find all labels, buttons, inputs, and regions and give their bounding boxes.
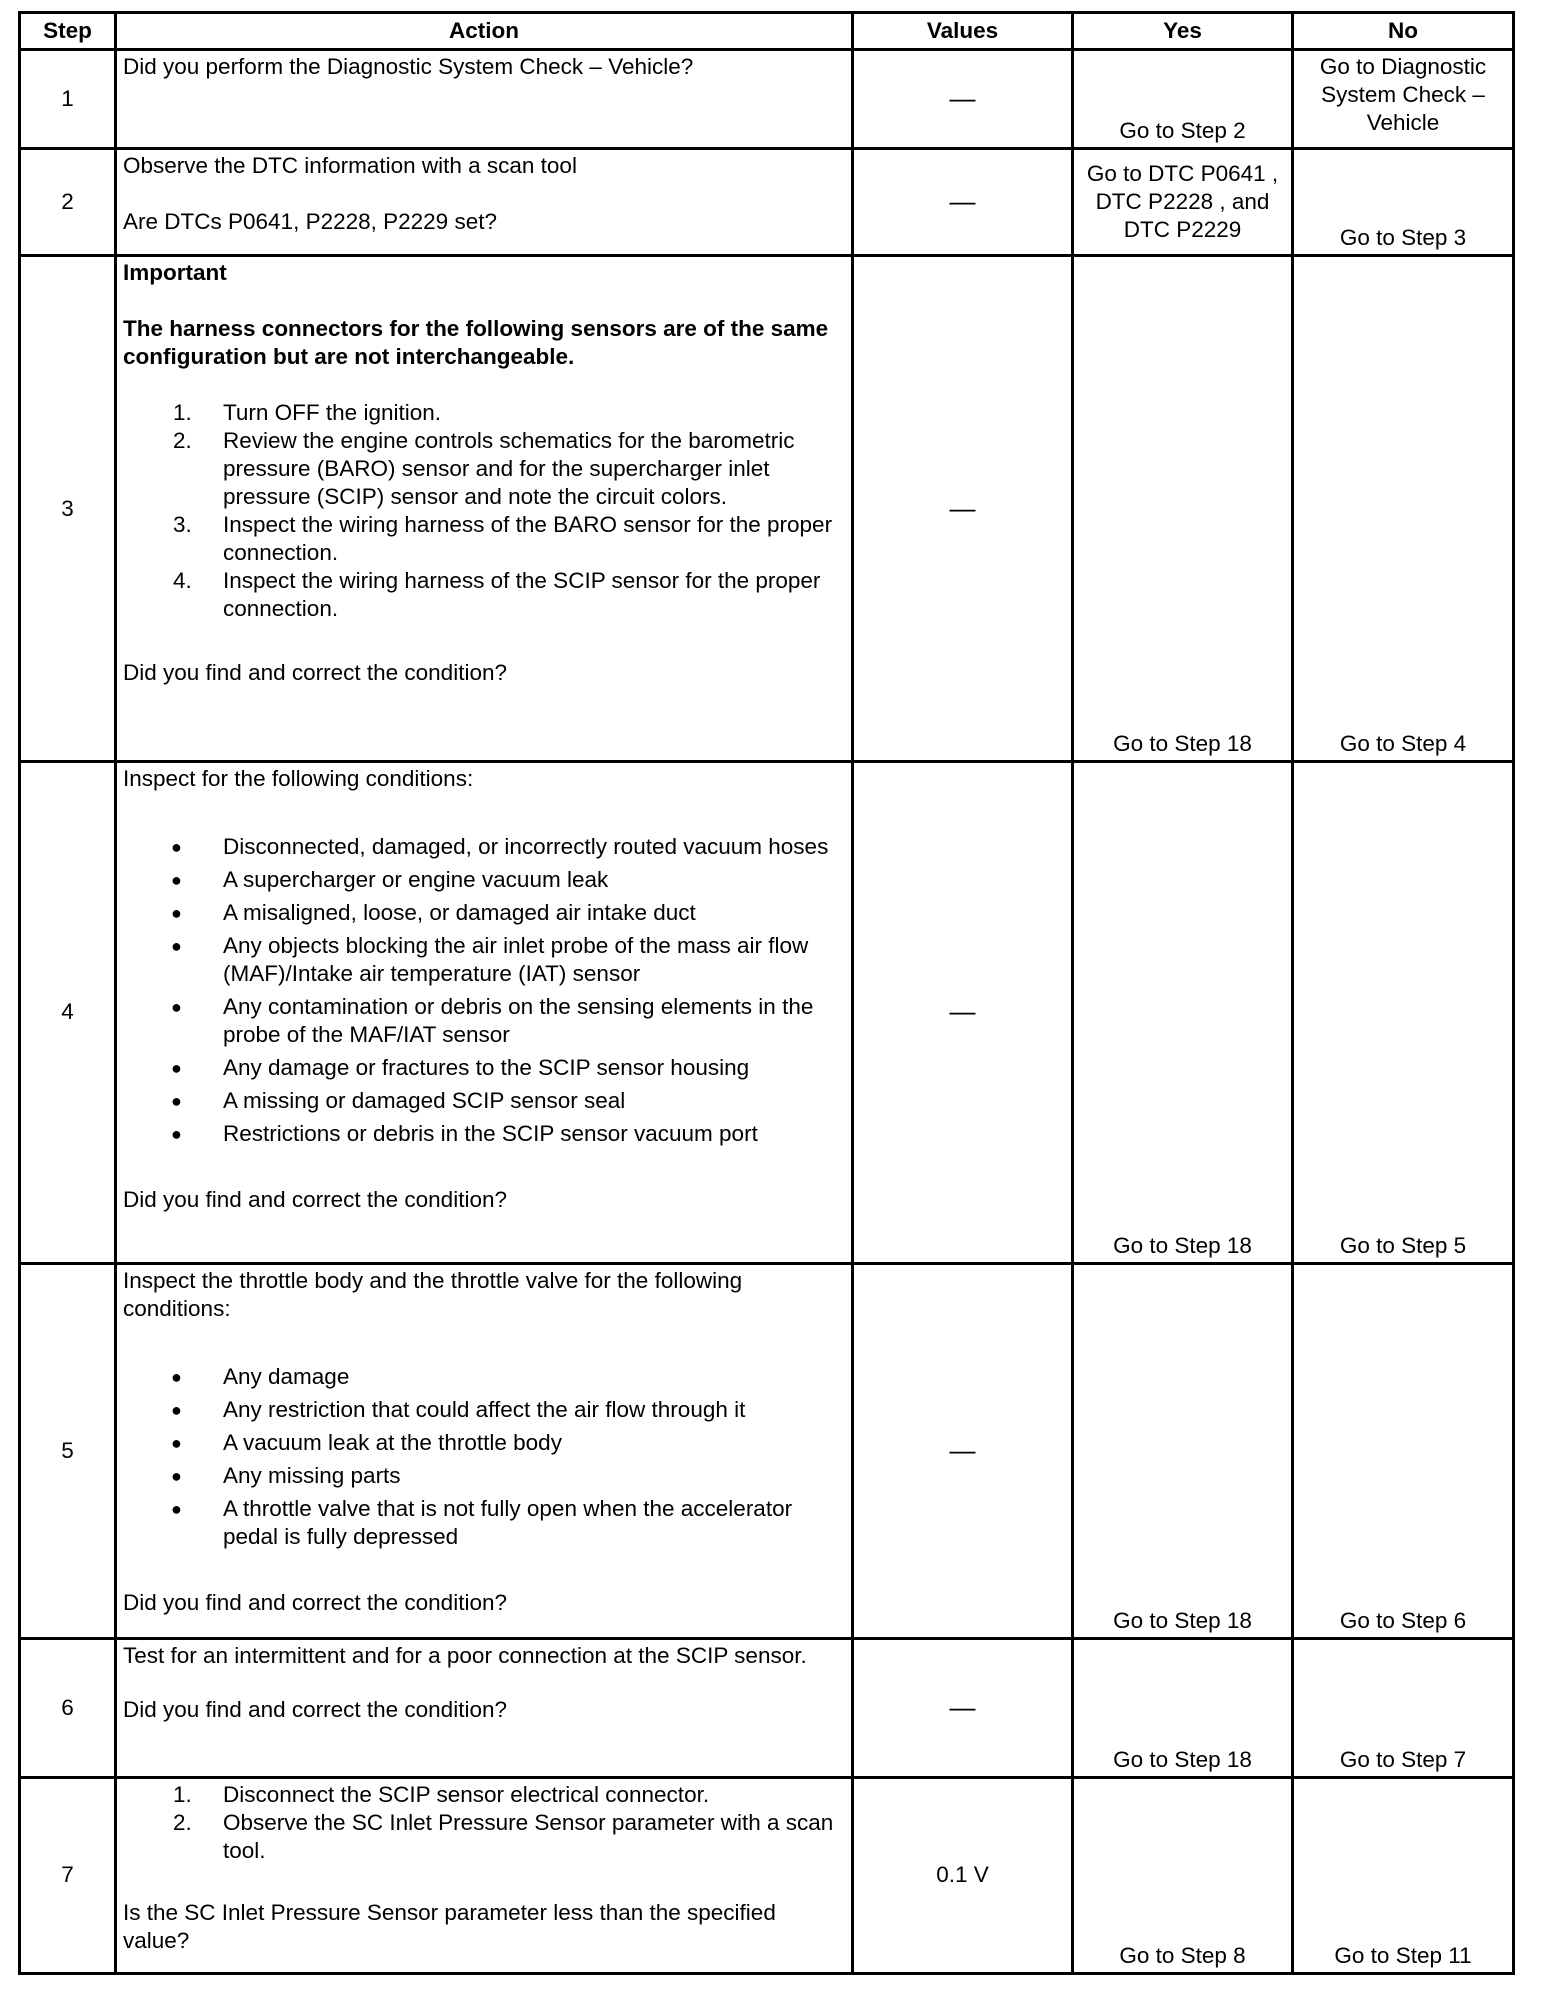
no-cell: Go to Step 5 [1293, 762, 1514, 1264]
values-cell: 0.1 V [853, 1777, 1073, 1973]
action-cell [116, 762, 853, 1264]
list-item: ● Disconnected, damaged, or incorrectly routed vacuum hoses [171, 834, 829, 860]
step-number: 2 [20, 148, 116, 256]
list-item: ● Any damage [171, 1363, 350, 1389]
no-cell: Go to Step 4 [1293, 256, 1514, 762]
value-text: — [949, 996, 976, 1027]
values-cell [853, 50, 1073, 149]
yes-cell: Go to Step 8 [1073, 1777, 1293, 1973]
no-cell: Go to Step 11 [1293, 1777, 1514, 1973]
bullet-list [123, 1363, 845, 1551]
action-cell [116, 1638, 853, 1777]
no-cell: Go to Step 6 [1293, 1263, 1514, 1638]
list-item: ● Any restriction that could affect the air flow through it [171, 1396, 746, 1422]
diagnostic-table [18, 11, 1515, 1975]
table-row [20, 50, 1514, 149]
yes-cell: Go to DTC P0641 , DTC P2228 , and DTC P2229 [1073, 148, 1293, 256]
action-text: Did you perform the Diagnostic System Check – Vehicle? [123, 54, 694, 79]
list-item: 3. Inspect the wiring harness of the BARO sensor for the proper connection. [173, 512, 833, 566]
list-item: 1. Turn OFF the ignition. [173, 400, 442, 426]
list-item: 4. Inspect the wiring harness of the SCIP sensor for the proper connection. [173, 568, 821, 622]
list-item: ● A missing or damaged SCIP sensor seal [171, 1088, 626, 1114]
list-item: 2. Observe the SC Inlet Pressure Sensor parameter with a scan tool. [173, 1809, 834, 1863]
values-cell [853, 148, 1073, 256]
header-yes: Yes [1073, 13, 1293, 50]
values-cell [853, 1263, 1073, 1638]
action-cell [116, 148, 853, 256]
table-row [20, 1638, 1514, 1777]
action-cell [116, 256, 853, 762]
list-item: 2. Review the engine controls schematics for the barometric pressure (BARO) sensor and for the supercharger inlet pressure (SCIP) sensor and note the circuit colors. [173, 428, 795, 510]
action-question: Did you find and correct the condition? [123, 1696, 507, 1722]
table-row [20, 1777, 1514, 1973]
no-cell: Go to Step 3 [1293, 148, 1514, 256]
header-values: Values [853, 13, 1073, 50]
list-item: ● A vacuum leak at the throttle body [171, 1429, 562, 1455]
action-question: Are DTCs P0641, P2228, P2229 set? [123, 208, 497, 234]
table-row [20, 1263, 1514, 1638]
action-cell [116, 50, 853, 149]
bullet-list [123, 833, 845, 1148]
list-item: ● Any contamination or debris on the sensing elements in the probe of the MAF/IAT sensor [171, 994, 814, 1048]
numbered-list [123, 1781, 845, 1865]
step-number: 6 [20, 1638, 116, 1777]
list-item: 1. Disconnect the SCIP sensor electrical connector. [173, 1781, 710, 1807]
action-question: Did you find and correct the condition? [123, 660, 507, 686]
value-text: — [949, 1691, 976, 1722]
action-question: Did you find and correct the condition? [123, 1589, 507, 1615]
value-text: — [949, 492, 976, 523]
yes-cell: Go to Step 18 [1073, 256, 1293, 762]
numbered-list [123, 399, 845, 623]
list-item: ● Restrictions or debris in the SCIP sensor vacuum port [171, 1121, 758, 1147]
no-cell: Go to Step 7 [1293, 1638, 1514, 1777]
action-cell [116, 1263, 853, 1638]
step-number: 5 [20, 1263, 116, 1638]
action-cell [116, 1777, 853, 1973]
yes-cell: Go to Step 18 [1073, 762, 1293, 1264]
action-text: Inspect the throttle body and the throttle valve for the following conditions: [123, 1267, 743, 1321]
list-item: ● Any missing parts [171, 1462, 401, 1488]
value-text: — [949, 1434, 976, 1465]
action-question: Is the SC Inlet Pressure Sensor parameter less than the specified value? [123, 1899, 776, 1953]
action-text: Observe the DTC information with a scan tool [123, 152, 577, 178]
no-cell: Go to Diagnostic System Check – Vehicle [1293, 50, 1514, 149]
step-number: 4 [20, 762, 116, 1264]
list-item: ● Any damage or fractures to the SCIP sensor housing [171, 1055, 750, 1081]
yes-cell: Go to Step 2 [1073, 50, 1293, 149]
value-text: — [949, 186, 976, 217]
list-item: ● A throttle valve that is not fully open when the accelerator pedal is fully depressed [171, 1495, 793, 1549]
yes-cell: Go to Step 18 [1073, 1638, 1293, 1777]
header-no: No [1293, 13, 1514, 50]
list-item: ● A supercharger or engine vacuum leak [171, 867, 609, 893]
yes-cell: Go to Step 18 [1073, 1263, 1293, 1638]
values-cell [853, 256, 1073, 762]
header-row [20, 13, 1514, 50]
important-text: The harness connectors for the following sensors are of the same configuration but are not interchangeable. [123, 316, 829, 370]
step-number: 1 [20, 50, 116, 149]
table-row [20, 256, 1514, 762]
table-row [20, 762, 1514, 1264]
step-number: 3 [20, 256, 116, 762]
list-item: ● Any objects blocking the air inlet probe of the mass air flow (MAF)/Intake air temperature (IAT) sensor [171, 933, 809, 987]
important-title: Important [123, 260, 227, 286]
value-text: — [949, 82, 976, 113]
table-row [20, 148, 1514, 256]
action-text: Test for an intermittent and for a poor connection at the SCIP sensor. [123, 1642, 807, 1668]
header-action: Action [116, 13, 853, 50]
header-step: Step [20, 13, 116, 50]
list-item: ● A misaligned, loose, or damaged air intake duct [171, 900, 696, 926]
values-cell [853, 762, 1073, 1264]
action-question: Did you find and correct the condition? [123, 1187, 507, 1213]
action-text: Inspect for the following conditions: [123, 766, 474, 792]
step-number: 7 [20, 1777, 116, 1973]
values-cell [853, 1638, 1073, 1777]
